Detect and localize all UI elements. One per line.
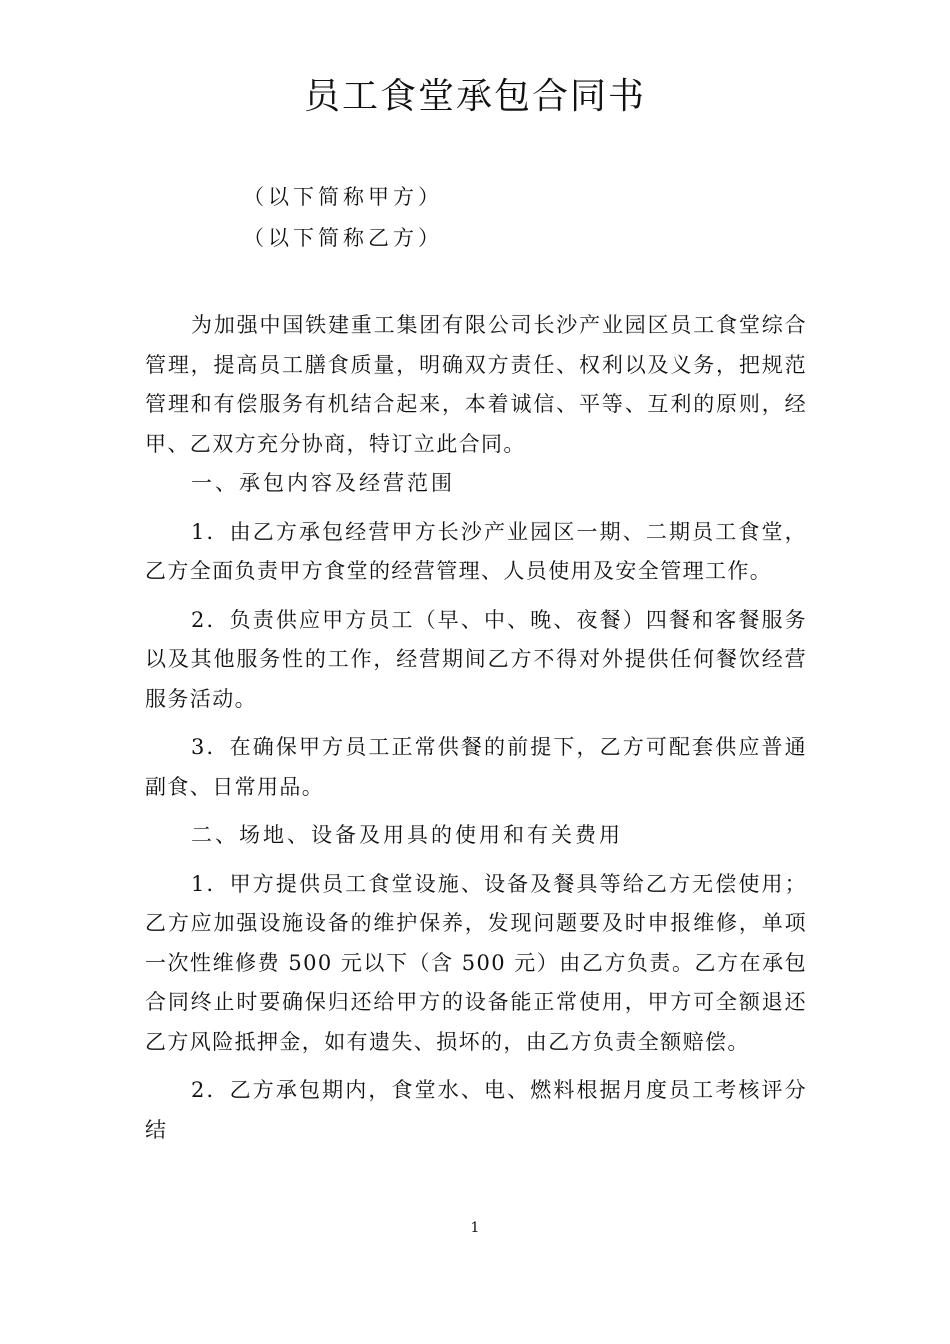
section-1-item-2: 2．负责供应甲方员工（早、中、晚、夜餐）四餐和客餐服务以及其他服务性的工作，经营期间乙方不得对外提供任何餐饮经营服务活动。: [145, 607, 807, 711]
document-title: 员工食堂承包合同书: [303, 76, 646, 117]
intro-paragraph: 为加强中国铁建重工集团有限公司长沙产业园区员工食堂综合管理，提高员工膳食质量，明确双方责任、权利以及义务，把规范管理和有偿服务有机结合起来，本着诚信、平等、互利的原则，经甲、乙双方充分协商，特订立此合同。: [145, 313, 807, 456]
section-1-item-1: 1．由乙方承包经营甲方长沙产业园区一期、二期员工食堂，乙方全面负责甲方食堂的经营管理、人员使用及安全管理工作。: [145, 519, 807, 583]
section-2-item-1: 1．甲方提供员工食堂设施、设备及餐具等给乙方无偿使用；乙方应加强设施设备的维护保养，发现问题要及时申报维修，单项一次性维修费 500 元以下（含 500 元）由乙方负责。乙方在承包合同终止时要确保归还给甲方的设备能正常使用，甲方可全额退还乙方风险抵押金，如有遗失、损坏的，由乙方负责全额赔偿。: [145, 871, 807, 1054]
party-a-label: （以下简称甲方）: [243, 185, 443, 209]
page-number: 1: [470, 1220, 480, 1236]
section-2-heading: 二、场地、设备及用具的使用和有关费用: [191, 823, 623, 847]
contract-body: [145, 306, 807, 1150]
section-1-item-3: 3．在确保甲方员工正常供餐的前提下，乙方可配套供应普通副食、日常用品。: [145, 735, 807, 799]
section-2-item-2: 2．乙方承包期内，食堂水、电、燃料根据月度员工考核评分结: [145, 1078, 807, 1142]
section-1-heading: 一、承包内容及经营范围: [191, 471, 455, 495]
party-b-label: （以下简称乙方）: [243, 226, 443, 250]
